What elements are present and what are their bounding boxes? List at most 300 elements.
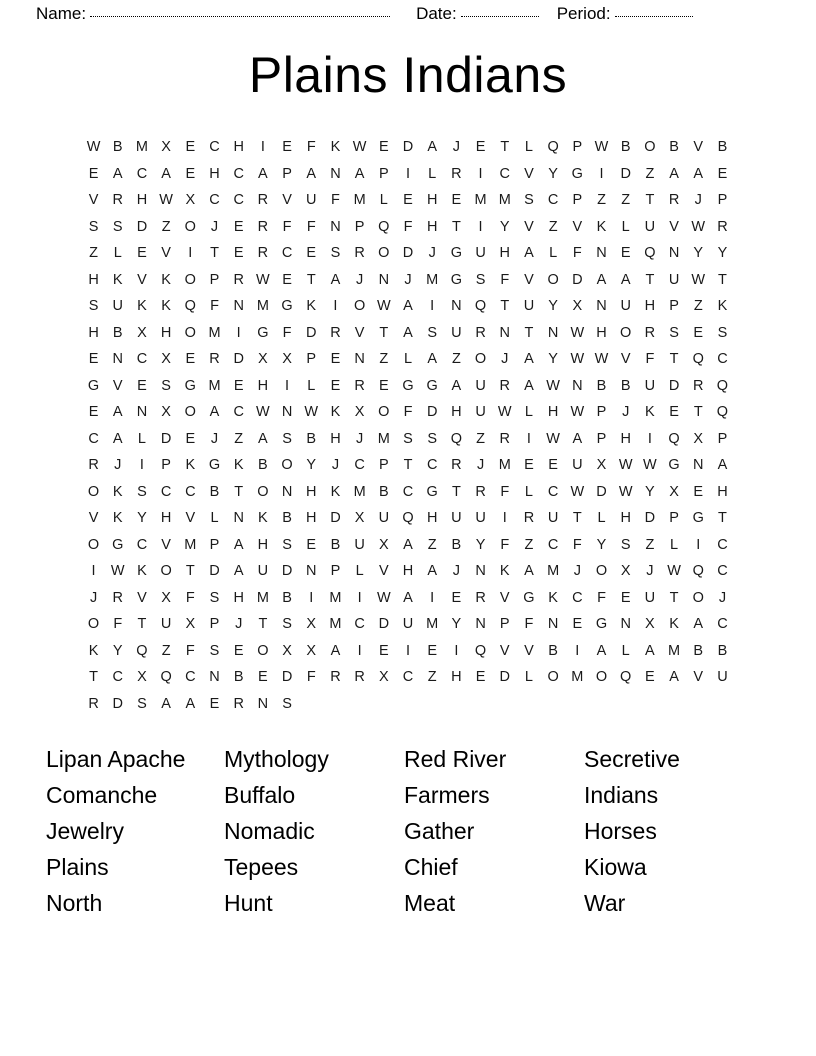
grid-letter[interactable]: N — [378, 271, 390, 288]
grid-letter[interactable]: E — [137, 377, 147, 394]
grid-letter[interactable]: P — [378, 165, 389, 182]
grid-letter[interactable]: K — [330, 404, 341, 420]
grid-letter[interactable]: K — [596, 218, 607, 235]
grid-letter[interactable]: R — [88, 457, 99, 473]
grid-letter[interactable]: C — [233, 404, 244, 420]
grid-letter[interactable]: Z — [427, 536, 437, 553]
period-blank-line[interactable] — [615, 16, 693, 17]
grid-letter[interactable]: S — [137, 695, 147, 712]
grid-letter[interactable]: K — [258, 510, 268, 526]
grid-letter[interactable]: D — [112, 695, 123, 712]
grid-letter[interactable]: T — [669, 589, 679, 606]
grid-letter[interactable]: B — [112, 324, 123, 341]
grid-letter[interactable]: H — [136, 192, 148, 208]
grid-letter[interactable]: I — [430, 298, 435, 314]
grid-letter[interactable]: H — [426, 192, 438, 208]
grid-letter[interactable]: I — [309, 589, 314, 606]
grid-letter[interactable]: G — [450, 271, 463, 288]
grid-letter[interactable]: O — [353, 298, 366, 314]
grid-letter[interactable]: A — [596, 642, 607, 659]
grid-letter[interactable]: D — [136, 218, 148, 235]
grid-letter[interactable]: V — [669, 218, 679, 235]
word-list-item[interactable]: Mythology — [224, 745, 329, 772]
grid-letter[interactable]: E — [378, 642, 389, 659]
grid-letter[interactable]: K — [88, 642, 99, 659]
grid-letter[interactable]: X — [137, 669, 147, 685]
grid-letter[interactable]: L — [403, 351, 413, 367]
grid-letter[interactable]: K — [669, 616, 679, 632]
grid-letter[interactable]: N — [596, 298, 607, 314]
grid-letter[interactable]: U — [523, 298, 535, 314]
grid-letter[interactable]: X — [185, 616, 196, 632]
grid-letter[interactable]: V — [524, 271, 534, 288]
grid-letter[interactable]: C — [160, 483, 172, 500]
grid-letter[interactable]: Y — [499, 218, 510, 235]
grid-letter[interactable]: O — [160, 563, 172, 579]
grid-letter[interactable]: O — [87, 483, 100, 500]
grid-letter[interactable]: G — [208, 457, 221, 473]
grid-letter[interactable]: S — [427, 430, 438, 447]
grid-letter[interactable]: W — [570, 404, 585, 420]
grid-letter[interactable]: C — [112, 669, 123, 685]
grid-letter[interactable]: T — [379, 324, 389, 341]
grid-letter[interactable]: N — [596, 245, 607, 261]
grid-letter[interactable]: H — [426, 218, 438, 235]
grid-letter[interactable]: B — [282, 510, 292, 526]
grid-letter[interactable]: U — [451, 510, 462, 526]
grid-letter[interactable]: A — [427, 139, 438, 155]
grid-letter[interactable]: I — [139, 457, 144, 473]
grid-letter[interactable]: G — [692, 510, 704, 526]
grid-letter[interactable]: H — [451, 669, 462, 685]
grid-letter[interactable]: C — [402, 483, 414, 500]
grid-letter[interactable]: V — [185, 510, 196, 526]
grid-letter[interactable]: L — [621, 642, 630, 659]
grid-letter[interactable]: L — [355, 563, 364, 579]
grid-letter[interactable]: G — [595, 616, 608, 632]
grid-letter[interactable]: B — [233, 669, 244, 685]
grid-letter[interactable]: W — [594, 139, 609, 155]
grid-letter[interactable]: U — [402, 616, 414, 632]
grid-letter[interactable]: W — [546, 430, 560, 447]
grid-letter[interactable]: H — [88, 324, 99, 341]
grid-letter[interactable]: K — [548, 589, 558, 606]
grid-letter[interactable]: W — [570, 351, 585, 367]
grid-letter[interactable]: C — [136, 165, 148, 182]
grid-letter[interactable]: H — [620, 430, 631, 447]
grid-letter[interactable]: A — [161, 165, 171, 182]
grid-letter[interactable]: K — [161, 271, 171, 288]
grid-letter[interactable]: R — [499, 377, 510, 394]
grid-letter[interactable]: R — [499, 430, 510, 447]
grid-letter[interactable]: Y — [596, 536, 607, 553]
grid-letter[interactable]: S — [209, 589, 220, 606]
word-list-item[interactable]: Chief — [404, 853, 458, 880]
grid-letter[interactable]: S — [209, 642, 220, 659]
grid-letter[interactable]: U — [354, 536, 365, 553]
grid-letter[interactable]: P — [282, 165, 292, 182]
grid-letter[interactable]: J — [114, 457, 122, 473]
grid-letter[interactable]: E — [572, 616, 583, 632]
grid-letter[interactable]: E — [378, 377, 389, 394]
grid-letter[interactable]: X — [161, 139, 171, 155]
grid-letter[interactable]: U — [475, 404, 486, 420]
grid-letter[interactable]: P — [499, 616, 510, 632]
grid-letter[interactable]: C — [717, 563, 728, 579]
grid-letter[interactable]: K — [233, 457, 244, 473]
grid-letter[interactable]: X — [161, 589, 171, 606]
grid-letter[interactable]: I — [357, 589, 362, 606]
grid-letter[interactable]: S — [620, 536, 631, 553]
grid-letter[interactable]: E — [645, 669, 655, 685]
grid-letter[interactable]: L — [670, 536, 679, 553]
grid-letter[interactable]: X — [693, 430, 704, 447]
grid-letter[interactable]: V — [161, 245, 171, 261]
grid-letter[interactable]: X — [378, 536, 389, 553]
grid-letter[interactable]: G — [668, 457, 680, 473]
grid-letter[interactable]: E — [717, 165, 728, 182]
grid-letter[interactable]: C — [354, 616, 365, 632]
grid-letter[interactable]: N — [451, 298, 462, 314]
grid-letter[interactable]: C — [717, 536, 728, 553]
grid-letter[interactable]: S — [669, 324, 679, 341]
grid-letter[interactable]: K — [161, 298, 171, 314]
grid-letter[interactable]: V — [137, 589, 147, 606]
grid-letter[interactable]: L — [137, 430, 146, 447]
grid-letter[interactable]: E — [88, 165, 99, 182]
grid-letter[interactable]: R — [693, 377, 704, 394]
grid-letter[interactable]: U — [547, 510, 559, 526]
grid-letter[interactable]: G — [571, 165, 583, 182]
grid-letter[interactable]: T — [234, 483, 244, 500]
grid-letter[interactable]: P — [669, 298, 679, 314]
grid-letter[interactable]: B — [209, 483, 220, 500]
grid-letter[interactable]: V — [112, 377, 123, 394]
grid-letter[interactable]: L — [428, 165, 437, 182]
grid-letter[interactable]: E — [185, 139, 196, 155]
grid-letter[interactable]: O — [378, 245, 390, 261]
grid-letter[interactable]: L — [210, 510, 219, 526]
grid-letter[interactable]: X — [258, 351, 268, 367]
grid-letter[interactable]: K — [137, 298, 147, 314]
grid-letter[interactable]: N — [281, 483, 293, 500]
grid-letter[interactable]: B — [669, 139, 679, 155]
grid-letter[interactable]: A — [669, 669, 679, 685]
grid-letter[interactable]: E — [330, 351, 341, 367]
grid-letter[interactable]: V — [693, 669, 704, 685]
grid-letter[interactable]: R — [354, 245, 365, 261]
grid-letter[interactable]: G — [87, 377, 100, 394]
grid-letter[interactable]: Y — [548, 165, 558, 182]
grid-letter[interactable]: O — [644, 139, 656, 155]
grid-letter[interactable]: V — [378, 563, 389, 579]
word-list-item[interactable]: Nomadic — [224, 817, 315, 844]
grid-letter[interactable]: N — [572, 377, 583, 394]
grid-letter[interactable]: Q — [716, 404, 729, 420]
grid-letter[interactable]: A — [524, 377, 534, 394]
grid-letter[interactable]: A — [524, 351, 534, 367]
grid-letter[interactable]: A — [258, 165, 268, 182]
grid-letter[interactable]: E — [403, 192, 413, 208]
grid-letter[interactable]: B — [258, 457, 268, 473]
grid-letter[interactable]: R — [644, 324, 656, 341]
grid-letter[interactable]: T — [403, 457, 413, 473]
grid-letter[interactable]: G — [402, 377, 414, 394]
grid-letter[interactable]: O — [87, 536, 100, 553]
name-blank-line[interactable] — [90, 16, 390, 17]
grid-letter[interactable]: U — [572, 457, 583, 473]
grid-letter[interactable]: J — [210, 430, 219, 447]
grid-letter[interactable]: D — [306, 324, 317, 341]
word-list-item[interactable]: Indians — [584, 781, 659, 808]
grid-letter[interactable]: C — [572, 589, 583, 606]
grid-letter[interactable]: C — [717, 616, 728, 632]
grid-letter[interactable]: N — [547, 324, 559, 341]
grid-letter[interactable]: I — [285, 377, 290, 394]
grid-letter[interactable]: X — [306, 642, 317, 659]
grid-letter[interactable]: I — [575, 642, 580, 659]
grid-letter[interactable]: T — [500, 139, 510, 155]
grid-letter[interactable]: A — [185, 695, 196, 712]
grid-letter[interactable]: S — [403, 430, 413, 447]
grid-letter[interactable]: F — [597, 589, 606, 606]
grid-letter[interactable]: V — [524, 218, 534, 235]
grid-letter[interactable]: H — [596, 324, 607, 341]
grid-letter[interactable]: H — [233, 139, 244, 155]
grid-letter[interactable]: C — [426, 457, 438, 473]
grid-letter[interactable]: K — [330, 139, 341, 155]
word-list-item[interactable]: Farmers — [404, 781, 490, 808]
grid-letter[interactable]: E — [282, 271, 292, 288]
grid-letter[interactable]: R — [475, 589, 486, 606]
grid-letter[interactable]: J — [210, 218, 219, 235]
grid-letter[interactable]: A — [451, 377, 462, 394]
word-list-item[interactable]: Red River — [404, 745, 507, 772]
grid-letter[interactable]: I — [188, 245, 193, 261]
grid-letter[interactable]: T — [572, 510, 582, 526]
grid-letter[interactable]: G — [184, 377, 196, 394]
grid-letter[interactable]: R — [233, 695, 244, 712]
grid-letter[interactable]: W — [86, 139, 101, 155]
grid-letter[interactable]: S — [524, 192, 534, 208]
grid-letter[interactable]: L — [597, 510, 606, 526]
grid-letter[interactable]: P — [717, 430, 728, 447]
grid-letter[interactable]: N — [499, 324, 510, 341]
grid-letter[interactable]: A — [112, 165, 123, 182]
grid-letter[interactable]: O — [378, 404, 390, 420]
grid-letter[interactable]: W — [570, 324, 585, 341]
grid-letter[interactable]: Y — [645, 483, 655, 500]
grid-letter[interactable]: V — [88, 192, 99, 208]
grid-letter[interactable]: B — [717, 139, 728, 155]
grid-letter[interactable]: F — [524, 616, 534, 632]
grid-letter[interactable]: V — [499, 642, 510, 659]
grid-letter[interactable]: M — [498, 192, 511, 208]
grid-letter[interactable]: L — [524, 404, 533, 420]
grid-letter[interactable]: O — [257, 642, 269, 659]
grid-letter[interactable]: R — [475, 483, 486, 500]
word-list-item[interactable]: Meat — [404, 889, 456, 916]
grid-letter[interactable]: O — [184, 324, 196, 341]
grid-letter[interactable]: T — [669, 351, 679, 367]
grid-letter[interactable]: O — [595, 669, 608, 685]
grid-letter[interactable]: D — [644, 510, 656, 526]
grid-letter[interactable]: Y — [548, 351, 558, 367]
grid-letter[interactable]: T — [645, 271, 655, 288]
grid-letter[interactable]: P — [596, 430, 607, 447]
grid-letter[interactable]: T — [306, 271, 316, 288]
grid-letter[interactable]: A — [620, 271, 631, 288]
grid-letter[interactable]: O — [87, 616, 100, 632]
grid-letter[interactable]: Q — [716, 377, 729, 394]
grid-letter[interactable]: P — [572, 192, 583, 208]
grid-letter[interactable]: Z — [548, 218, 558, 235]
grid-letter[interactable]: O — [620, 324, 632, 341]
grid-letter[interactable]: F — [185, 589, 195, 606]
grid-letter[interactable]: U — [306, 192, 317, 208]
grid-letter[interactable]: N — [693, 457, 704, 473]
grid-letter[interactable]: S — [282, 616, 292, 632]
grid-letter[interactable]: R — [257, 218, 269, 235]
grid-letter[interactable]: Z — [161, 218, 171, 235]
grid-letter[interactable]: U — [451, 324, 462, 341]
grid-letter[interactable]: G — [523, 589, 535, 606]
grid-letter[interactable]: O — [281, 457, 293, 473]
grid-letter[interactable]: B — [717, 642, 728, 659]
grid-letter[interactable]: J — [476, 457, 485, 473]
grid-letter[interactable]: V — [693, 139, 704, 155]
grid-letter[interactable]: V — [282, 192, 292, 208]
grid-letter[interactable]: R — [257, 245, 269, 261]
grid-letter[interactable]: R — [523, 510, 535, 526]
grid-letter[interactable]: X — [620, 563, 631, 579]
grid-letter[interactable]: E — [258, 669, 268, 685]
word-list-item[interactable]: Buffalo — [224, 781, 296, 808]
grid-letter[interactable]: R — [717, 218, 728, 235]
grid-letter[interactable]: F — [306, 218, 316, 235]
grid-letter[interactable]: T — [185, 563, 195, 579]
grid-letter[interactable]: A — [403, 324, 413, 341]
grid-letter[interactable]: F — [113, 616, 123, 632]
grid-letter[interactable]: Q — [692, 563, 704, 579]
grid-letter[interactable]: D — [330, 510, 341, 526]
grid-letter[interactable]: Y — [717, 245, 728, 261]
grid-letter[interactable]: E — [209, 695, 220, 712]
grid-letter[interactable]: X — [306, 616, 317, 632]
word-list-item[interactable]: War — [584, 889, 626, 916]
grid-letter[interactable]: Y — [693, 245, 704, 261]
grid-letter[interactable]: A — [330, 271, 341, 288]
grid-letter[interactable]: H — [402, 563, 414, 579]
grid-letter[interactable]: E — [451, 192, 462, 208]
grid-letter[interactable]: I — [599, 165, 604, 182]
grid-letter[interactable]: U — [644, 218, 656, 235]
grid-letter[interactable]: T — [645, 192, 655, 208]
grid-letter[interactable]: Z — [645, 536, 655, 553]
grid-letter[interactable]: L — [524, 669, 533, 685]
grid-letter[interactable]: E — [233, 245, 244, 261]
grid-letter[interactable]: S — [137, 483, 147, 500]
grid-letter[interactable]: T — [137, 616, 147, 632]
grid-letter[interactable]: X — [596, 457, 607, 473]
grid-letter[interactable]: R — [354, 669, 365, 685]
grid-letter[interactable]: W — [667, 563, 681, 579]
grid-letter[interactable]: E — [524, 457, 534, 473]
grid-letter[interactable]: Q — [644, 245, 656, 261]
grid-letter[interactable]: R — [475, 324, 486, 341]
grid-letter[interactable]: M — [208, 324, 221, 341]
grid-letter[interactable]: Z — [621, 192, 631, 208]
grid-letter[interactable]: F — [306, 139, 316, 155]
grid-letter[interactable]: H — [330, 430, 341, 447]
grid-letter[interactable]: M — [329, 616, 342, 632]
grid-letter[interactable]: W — [352, 139, 367, 155]
grid-letter[interactable]: X — [669, 483, 679, 500]
grid-letter[interactable]: C — [547, 483, 559, 500]
grid-letter[interactable]: M — [377, 430, 390, 447]
grid-letter[interactable]: K — [137, 563, 147, 579]
grid-letter[interactable]: K — [112, 483, 123, 500]
grid-letter[interactable]: D — [402, 245, 414, 261]
grid-letter[interactable]: M — [256, 589, 269, 606]
grid-letter[interactable]: Z — [89, 245, 98, 261]
grid-letter[interactable]: N — [281, 404, 293, 420]
grid-letter[interactable]: Z — [451, 351, 461, 367]
grid-letter[interactable]: V — [524, 165, 534, 182]
grid-letter[interactable]: O — [547, 669, 559, 685]
grid-letter[interactable]: M — [208, 377, 221, 394]
grid-letter[interactable]: D — [499, 669, 510, 685]
grid-letter[interactable]: V — [88, 510, 99, 526]
grid-letter[interactable]: H — [160, 324, 172, 341]
grid-letter[interactable]: D — [233, 351, 244, 367]
grid-letter[interactable]: E — [669, 404, 679, 420]
grid-letter[interactable]: I — [260, 139, 265, 155]
grid-letter[interactable]: Y — [548, 298, 558, 314]
grid-letter[interactable]: E — [185, 351, 196, 367]
grid-letter[interactable]: L — [113, 245, 122, 261]
word-list-item[interactable]: Plains — [46, 853, 109, 880]
grid-letter[interactable]: M — [474, 192, 487, 208]
grid-letter[interactable]: C — [88, 430, 99, 447]
grid-letter[interactable]: X — [161, 404, 171, 420]
grid-letter[interactable]: R — [668, 192, 680, 208]
grid-letter[interactable]: X — [354, 510, 365, 526]
grid-letter[interactable]: U — [644, 589, 656, 606]
grid-letter[interactable]: J — [718, 589, 727, 606]
grid-letter[interactable]: D — [281, 563, 293, 579]
grid-letter[interactable]: Q — [668, 430, 680, 447]
grid-letter[interactable]: B — [306, 430, 317, 447]
grid-letter[interactable]: J — [452, 563, 460, 579]
grid-letter[interactable]: C — [281, 245, 293, 261]
grid-letter[interactable]: E — [475, 139, 486, 155]
grid-letter[interactable]: H — [717, 483, 728, 500]
grid-letter[interactable]: N — [257, 695, 269, 712]
grid-letter[interactable]: H — [257, 377, 269, 394]
grid-letter[interactable]: F — [210, 298, 219, 314]
grid-letter[interactable]: Q — [620, 669, 632, 685]
grid-letter[interactable]: U — [257, 563, 269, 579]
grid-letter[interactable]: X — [282, 351, 292, 367]
grid-letter[interactable]: K — [499, 563, 510, 579]
grid-letter[interactable]: C — [233, 192, 244, 208]
grid-letter[interactable]: A — [669, 165, 679, 182]
grid-letter[interactable]: T — [210, 245, 219, 261]
word-list-item[interactable]: Jewelry — [46, 817, 124, 844]
grid-letter[interactable]: R — [257, 192, 269, 208]
grid-letter[interactable]: I — [696, 536, 701, 553]
